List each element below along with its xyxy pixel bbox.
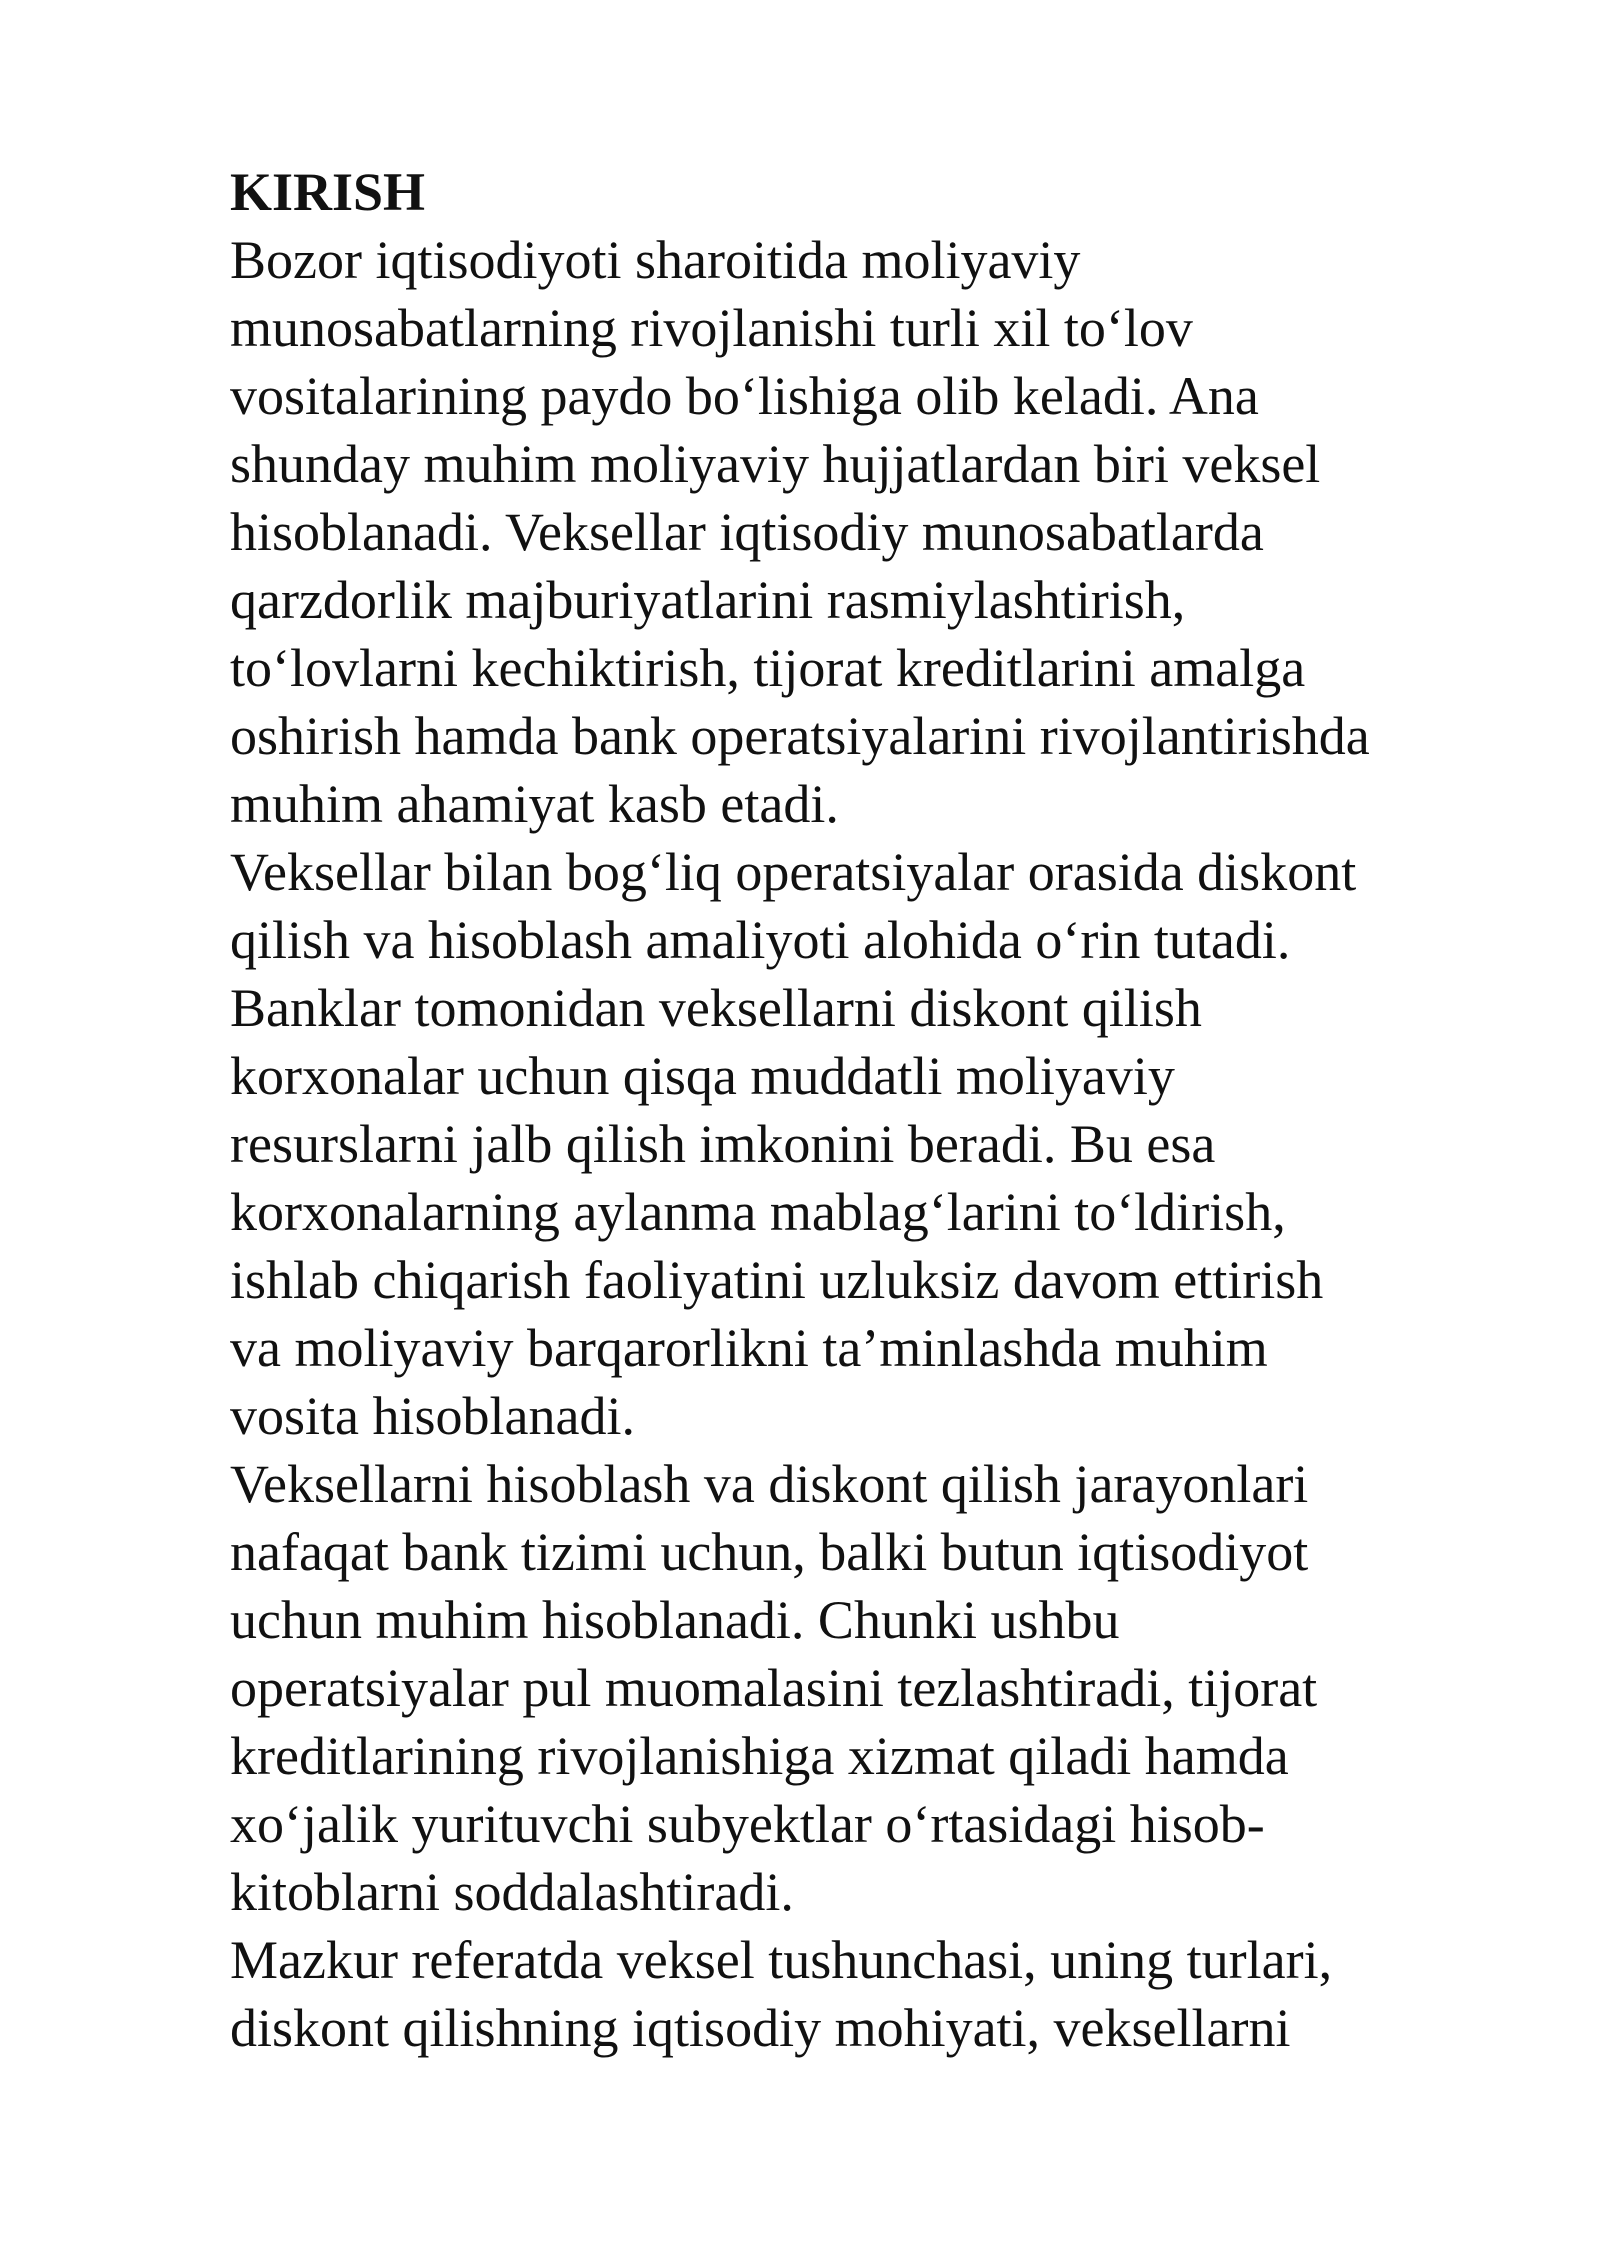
- text-line: Banklar tomonidan veksellarni diskont qilish: [230, 978, 1202, 1038]
- section-heading: KIRISH: [230, 162, 426, 222]
- text-line: kitoblarni soddalashtiradi.: [230, 1862, 794, 1922]
- text-line: Mazkur referatda veksel tushunchasi, uning turlari,: [230, 1930, 1333, 1990]
- paragraph-1: [230, 226, 1530, 838]
- text-line: operatsiyalar pul muomalasini tezlashtiradi, tijorat: [230, 1658, 1318, 1718]
- text-line: shunday muhim moliyaviy hujjatlardan biri veksel: [230, 434, 1321, 494]
- text-line: xo‘jalik yurituvchi subyektlar o‘rtasidagi hisob-: [230, 1794, 1265, 1854]
- text-line: vositalarining paydo bo‘lishiga olib keladi. Ana: [230, 366, 1259, 426]
- text-line: to‘lovlarni kechiktirish, tijorat kreditlarini amalga: [230, 638, 1306, 698]
- text-line: uchun muhim hisoblanadi. Chunki ushbu: [230, 1590, 1120, 1650]
- text-line: munosabatlarning rivojlanishi turli xil to‘lov: [230, 298, 1193, 358]
- text-line: qarzdorlik majburiyatlarini rasmiylashtirish,: [230, 570, 1186, 630]
- text-line: korxonalarning aylanma mablag‘larini to‘ldirish,: [230, 1182, 1286, 1242]
- text-line: hisoblanadi. Veksellar iqtisodiy munosabatlarda: [230, 502, 1264, 562]
- paragraph-3: [230, 1450, 1530, 1926]
- text-line: nafaqat bank tizimi uchun, balki butun iqtisodiyot: [230, 1522, 1309, 1582]
- paragraph-4: [230, 1926, 1530, 2062]
- text-line: kreditlarining rivojlanishiga xizmat qiladi hamda: [230, 1726, 1289, 1786]
- text-line: diskont qilishning iqtisodiy mohiyati, veksellarni: [230, 1998, 1291, 2058]
- text-line: va moliyaviy barqarorlikni ta’minlashda muhim: [230, 1318, 1268, 1378]
- text-line: resurslarni jalb qilish imkonini beradi. Bu esa: [230, 1114, 1216, 1174]
- text-line: oshirish hamda bank operatsiyalarini rivojlantirishda: [230, 706, 1370, 766]
- text-line: qilish va hisoblash amaliyoti alohida o‘rin tutadi.: [230, 910, 1291, 970]
- document-body: [230, 158, 1530, 2062]
- paragraph-2: [230, 838, 1530, 1450]
- text-line: korxonalar uchun qisqa muddatli moliyaviy: [230, 1046, 1175, 1106]
- text-line: Veksellarni hisoblash va diskont qilish jarayonlari: [230, 1454, 1309, 1514]
- text-line: ishlab chiqarish faoliyatini uzluksiz davom ettirish: [230, 1250, 1324, 1310]
- text-line: muhim ahamiyat kasb etadi.: [230, 774, 839, 834]
- text-line: Bozor iqtisodiyoti sharoitida moliyaviy: [230, 230, 1081, 290]
- text-line: vosita hisoblanadi.: [230, 1386, 635, 1446]
- text-line: Veksellar bilan bog‘liq operatsiyalar orasida diskont: [230, 842, 1357, 902]
